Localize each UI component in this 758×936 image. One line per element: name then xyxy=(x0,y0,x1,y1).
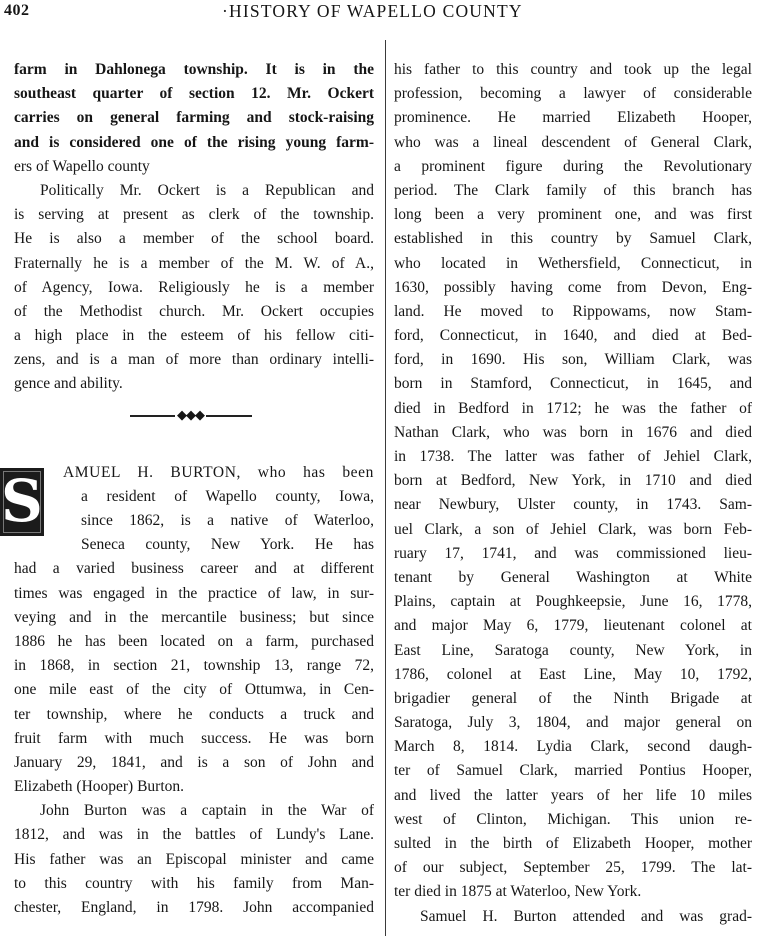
text-line: tenant by General Washington at White xyxy=(394,568,752,586)
text-line: 1812, and was in the battles of Lundy's Lane. xyxy=(14,826,374,844)
text-line: his father to this country and took up the legal xyxy=(394,61,752,78)
text-line: Plains, captain at Poughkeepsie, June 16, 1778, xyxy=(394,593,752,611)
text-line: January 29, 1841, and is a son of John and xyxy=(14,753,374,771)
text-line: one mile east of the city of Ottumwa, in Cen- xyxy=(14,681,374,699)
text-line: times was engaged in the practice of law, in sur- xyxy=(14,584,374,602)
right-column xyxy=(394,58,752,929)
text-line: who was a lineal descendent of General Clark, xyxy=(394,133,752,151)
text-line: AMUEL H. BURTON, who has been xyxy=(63,463,374,481)
text-line: long been a very prominent one, and was first xyxy=(394,206,752,224)
spacer xyxy=(14,437,374,461)
text-line: zens, and is a man of more than ordinary intelli- xyxy=(14,351,374,369)
text-line: born at Bedford, New York, in 1710 and died xyxy=(394,472,752,490)
text-line: Elizabeth (Hooper) Burton. xyxy=(14,778,185,796)
text-line: ter died in 1875 at Waterloo, New York. xyxy=(394,883,642,901)
text-line: a prominent figure during the Revolutionary xyxy=(394,157,752,175)
text-line: of Agency, Iowa. Religiously he is a member xyxy=(14,278,374,296)
text-line: land. He moved to Rippowams, now Stam- xyxy=(394,302,752,320)
text-line: Seneca county, New York. He has xyxy=(81,536,374,554)
text-line: in 1738. The latter was father of Jehiel Clark, xyxy=(394,448,752,465)
text-line: had a varied business career and at different xyxy=(14,560,374,578)
text-line: sulted in the birth of Elizabeth Hooper, mother xyxy=(394,835,752,852)
text-line: ers of Wapello county xyxy=(14,157,150,175)
ornament-diamond-icon: ◆◆◆ xyxy=(177,406,204,422)
left-column xyxy=(14,58,374,920)
text-line: John Burton was a captain in the War of xyxy=(40,802,374,820)
page-number: 402 xyxy=(4,2,30,19)
text-line: a high place in the esteem of his fellow citi- xyxy=(14,327,374,345)
text-line: near Newbury, Ulster county, in 1743. Sam- xyxy=(394,496,752,514)
text-line: ter township, where he conducts a truck and xyxy=(14,705,374,723)
text-line: East Line, Saratoga county, New York, in xyxy=(394,641,752,659)
text-line: Politically Mr. Ockert is a Republican and xyxy=(40,181,374,199)
text-line: March 8, 1814. Lydia Clark, second daugh- xyxy=(394,738,752,756)
text-line: chester, England, in 1798. John accompanied xyxy=(14,899,374,916)
text-line: southeast quarter of section 12. Mr. Ockert xyxy=(14,85,374,103)
text-line: Fraternally he is a member of the M. W. of A., xyxy=(14,254,374,272)
text-line: is serving at present as clerk of the township. xyxy=(14,206,374,224)
text-line: 1786, colonel at East Line, May 10, 1792, xyxy=(394,665,752,683)
text-line: to this country with his family from Man- xyxy=(14,874,374,892)
text-line: died in Bedford in 1712; he was the father of xyxy=(394,399,752,417)
text-line: ford, Connecticut, in 1640, and died at Bed- xyxy=(394,327,752,345)
text-line: fruit farm with much success. He was born xyxy=(14,729,374,747)
text-line: a resident of Wapello county, Iowa, xyxy=(81,487,374,505)
text-line: of our subject, September 25, 1799. The lat- xyxy=(394,859,752,877)
text-line: period. The Clark family of this branch has xyxy=(394,181,752,199)
text-line: prominence. He married Elizabeth Hooper, xyxy=(394,109,752,127)
text-line: and lived the latter years of her life 10 miles xyxy=(394,786,752,804)
drop-cap: S xyxy=(1,467,43,535)
text-line: ter of Samuel Clark, married Pontius Hooper, xyxy=(394,762,752,780)
text-line: gence and ability. xyxy=(14,375,123,393)
text-line: ruary 17, 1741, and was commissioned lieu- xyxy=(394,544,752,562)
text-line: ford, in 1690. His son, William Clark, was xyxy=(394,351,752,369)
column-divider xyxy=(385,40,386,936)
text-line: since 1862, is a native of Waterloo, xyxy=(81,512,374,529)
text-line: of the Methodist church. Mr. Ockert occupies xyxy=(14,302,374,320)
text-line: veying and in the mercantile business; but since xyxy=(14,608,374,626)
text-line: profession, becoming a lawyer of considerable xyxy=(394,85,752,103)
text-line: farm in Dahlonega township. It is in the xyxy=(14,61,374,78)
text-line: Nathan Clark, who was born in 1676 and died xyxy=(394,423,752,441)
text-line: and is considered one of the rising young farm- xyxy=(14,133,374,151)
text-line: His father was an Episcopal minister and came xyxy=(14,850,374,868)
running-head: ·HISTORY OF WAPELLO COUNTY xyxy=(222,1,523,21)
text-line: 1886 he has been located on a farm, purchased xyxy=(14,632,374,650)
text-line: established in this country by Samuel Clark, xyxy=(394,230,752,248)
text-line: in 1868, in section 21, township 13, range 72, xyxy=(14,657,374,675)
section-ornament xyxy=(14,397,374,437)
text-line: west of Clinton, Michigan. This union re- xyxy=(394,810,752,828)
text-line: born in Stamford, Connecticut, in 1645, and xyxy=(394,375,752,393)
text-line: uel Clark, a son of Jehiel Clark, was born Feb- xyxy=(394,520,752,538)
text-line: carries on general farming and stock-raising xyxy=(14,109,374,127)
text-line: He is also a member of the school board. xyxy=(14,230,374,248)
text-line: Saratoga, July 3, 1804, and major general on xyxy=(394,714,752,732)
page-header xyxy=(0,0,758,26)
text-line: who located in Wethersfield, Connecticut, in xyxy=(394,254,752,272)
text-line: and major May 6, 1779, lieutenant colonel at xyxy=(394,617,752,635)
text-line: Samuel H. Burton attended and was grad- xyxy=(420,907,752,925)
text-line: brigadier general of the Ninth Brigade at xyxy=(394,689,752,707)
text-line: 1630, possibly having come from Devon, Eng- xyxy=(394,278,752,296)
